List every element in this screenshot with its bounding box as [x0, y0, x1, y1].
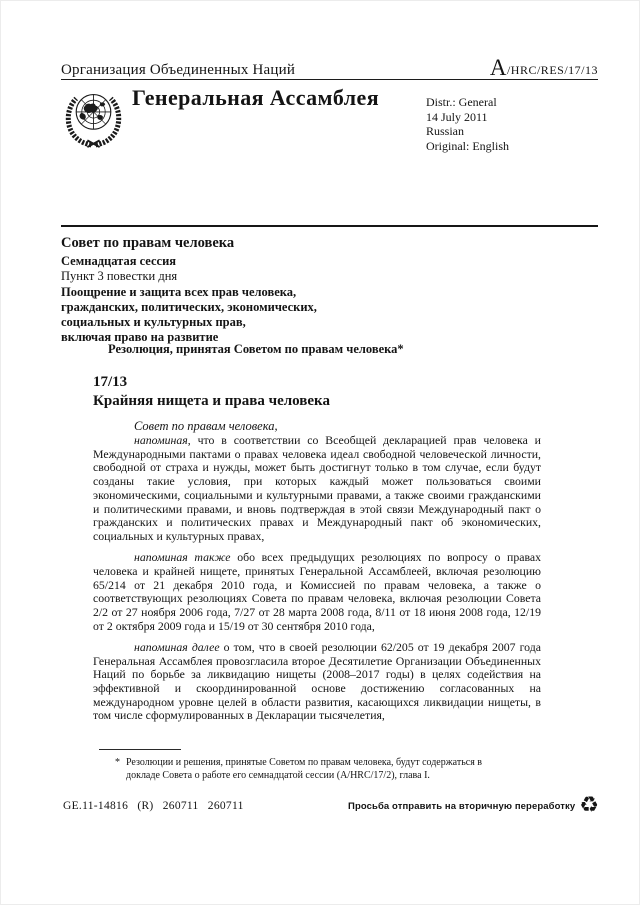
footnote — [113, 756, 488, 782]
council-name: Совет по правам человека — [61, 235, 235, 251]
distr-line: Distr.: General — [426, 95, 497, 109]
resolution-opening: Совет по правам человека, — [134, 419, 278, 433]
paragraph-text: , что в соответствии со Всеобщей декларацией прав человека и Международными пактами о правах человека идеал свободной человеческой личности, свободной от страха и нужды, может быть достигнут только в том случае, если будут созданы такие условия, при которых каждый может пользоваться своими экономическими, социальными и культурными правами, а также своими гражданскими и политическими правами, и вновь подтверждая в этой связи Международный пакт о гражданских и политических правах и Международный пакт об экономических, социальных и культурных правах, — [93, 433, 541, 543]
distribution-info — [426, 95, 509, 153]
original-line: Original: English — [426, 138, 509, 153]
footnote-text: Резолюции и решения, принятые Советом по правам человека, будут содержаться в докладе Совета о работе его семнадцатой сессии (A/HRC/17/2), глава I. — [126, 757, 483, 781]
preamble-paragraph — [93, 641, 541, 723]
session-block — [61, 236, 317, 345]
agenda-item: Пункт 3 повестки дня — [61, 269, 178, 283]
footnote-separator — [99, 749, 181, 750]
un-emblem-icon — [60, 84, 127, 151]
paragraph-lead: напоминая также — [134, 550, 231, 565]
preamble-paragraph — [93, 434, 541, 544]
assembly-title: Генеральная Ассамблея — [132, 85, 379, 110]
date-line: 14 July 2011 — [426, 109, 488, 124]
header — [61, 56, 598, 79]
resolution-adopted-line: Резолюция, принятая Советом по правам человека* — [108, 342, 404, 356]
doc-symbol — [490, 56, 598, 79]
agenda-title-line: включая право на развитие — [61, 330, 219, 344]
footnote-marker: * — [115, 757, 120, 768]
resolution-heading — [93, 373, 330, 410]
paragraph-text: обо всех предыдущих резолюциях по вопросу о правах человека и крайней нищете, принятых Генеральной Ассамблеей, включая резолюцию 65/214 от 21 декабря 2010 года, и Комиссией по правам человека, а также о соответствующих резолюциях Совета по правам человека, включая резолюции Совета 2/2 от 27 ноября 2006 года, 7/27 от 28 марта 2008 года, 8/11 от 18 июня 2008 года, 12/19 от 2 октября 2009 года и 15/19 от 30 сентября 2010 года, — [93, 550, 542, 633]
agenda-title-line: Поощрение и защита всех прав человека, — [61, 285, 297, 299]
paragraph-text: о том, что в своей резолюции 62/205 от 19 декабря 2007 года Генеральная Ассамблея провозгласила второе Десятилетие Организации Объединенных Наций по борьбе за ликвидацию нищеты (2008–2017 годы) в целях содействия на эффективной и скоординированной основе достижению согласованных на международном уровне целей в области развития, касающихся ликвидации нищеты, в том числе сформулированных в Декларации тысячелетия, — [93, 639, 541, 723]
resolution-title: Крайняя нищета и права человека — [93, 392, 330, 409]
document-reference: GE.11-14816 (R) 260711 260711 — [63, 800, 244, 812]
org-name: Организация Объединенных Наций — [61, 62, 296, 78]
recycle-note-text: Просьба отправить на вторичную переработку — [348, 800, 576, 812]
paragraph-lead: напоминая далее — [134, 639, 220, 654]
agenda-title — [61, 285, 317, 345]
section-rule — [61, 225, 598, 227]
agenda-title-line: социальных и культурных прав, — [61, 315, 246, 329]
recycle-notice — [348, 795, 599, 817]
recycle-icon: ♻ — [579, 793, 599, 818]
doc-symbol-letter: A — [489, 55, 507, 80]
session-number: Семнадцатая сессия — [61, 254, 177, 268]
header-rule — [61, 79, 598, 80]
resolution-number: 17/13 — [93, 374, 128, 390]
paragraph-lead: напоминая — [134, 433, 188, 447]
preamble-paragraph — [93, 551, 541, 633]
language-line: Russian — [426, 124, 465, 139]
agenda-title-line: гражданских, политических, экономических, — [61, 300, 317, 314]
doc-symbol-rest: /HRC/RES/17/13 — [506, 63, 598, 77]
resolution-body — [93, 434, 541, 731]
